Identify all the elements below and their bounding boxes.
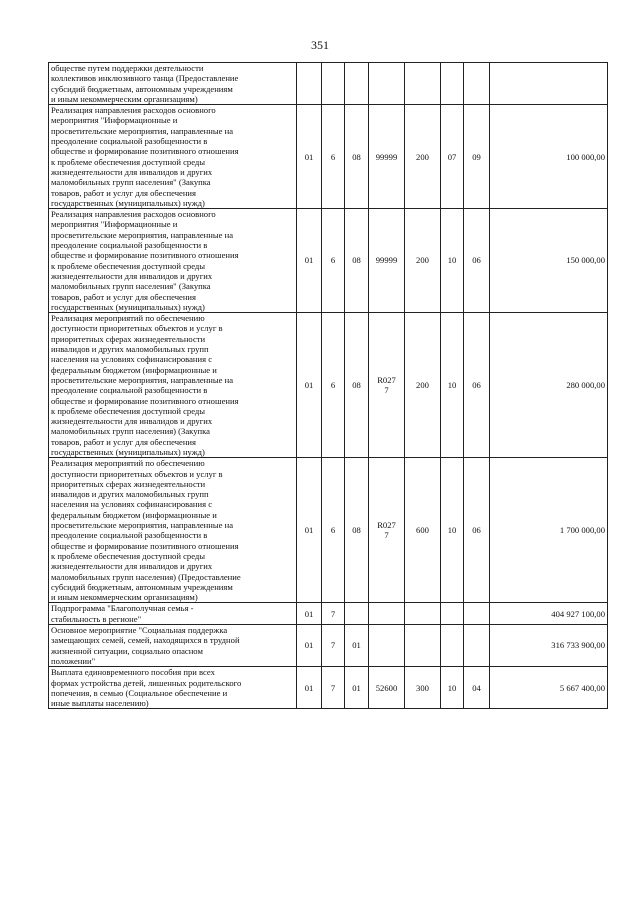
page-number: 351 [311,38,329,52]
direction-code: 99999 [369,209,405,313]
program-code [297,63,322,105]
table-row [49,105,608,209]
event-code: 08 [345,313,369,458]
row-description: Реализация мероприятий по обеспечению доступности приоритетных объектов и услуг в приоритетных сферах жизнедеятельности инвалидов и других маломобильных групп населения на условиях софинансирования с федеральным бюджетом (информационные и просветительские мероприятия, направленные на преодоление социальной разобщенности в обществе и формирование позитивного отношения к проблеме обеспечения доступной среды жизнедеятельности для инвалидов и других маломобильных групп населения) (Закупка товаров, работ и услуг для обеспечения государственных (муниципальных) нужд) [49,313,297,458]
section-code: 07 [441,105,464,209]
row-description: Реализация направления расходов основного мероприятия "Информационные и просветительские мероприятия, направленные на преодоление социальной разобщенности в обществе и формирование позитивного отношения к проблеме обеспечения доступной среды жизнедеятельности для инвалидов и других маломобильных групп населения" (Закупка товаров, работ и услуг для обеспечения государственных (муниципальных) нужд) [49,209,297,313]
subsection-code [464,603,490,625]
expense-type-code: 200 [405,313,441,458]
section-code: 10 [441,209,464,313]
row-amount: 404 927 100,00 [490,603,608,625]
event-code: 01 [345,625,369,667]
table-row [49,667,608,709]
subsection-code [464,625,490,667]
subsection-code [464,63,490,105]
section-code [441,63,464,105]
table-row [49,458,608,603]
direction-code: R027 7 [369,313,405,458]
expense-type-code: 200 [405,105,441,209]
subprogram-code: 6 [322,105,345,209]
program-code: 01 [297,209,322,313]
program-code: 01 [297,667,322,709]
subprogram-code [322,63,345,105]
subprogram-code: 7 [322,625,345,667]
table-row [49,63,608,105]
row-description: Подпрограмма "Благополучная семья - стабильность в регионе" [49,603,297,625]
row-description: Реализация мероприятий по обеспечению доступности приоритетных объектов и услуг в приоритетных сферах жизнедеятельности инвалидов и других маломобильных групп населения на условиях софинансирования с федеральным бюджетом (информационные и просветительские мероприятия, направленные на преодоление социальной разобщенности в обществе и формирование позитивного отношения к проблеме обеспечения доступной среды жизнедеятельности для инвалидов и других маломобильных групп населения) (Предоставление субсидий бюджетным, автономным учреждениям и иным некоммерческим организациям) [49,458,297,603]
expense-type-code: 200 [405,209,441,313]
row-amount [490,63,608,105]
subprogram-code: 7 [322,603,345,625]
subsection-code: 04 [464,667,490,709]
event-code [345,63,369,105]
subsection-code: 06 [464,458,490,603]
direction-code: R027 7 [369,458,405,603]
row-description: Выплата единовременного пособия при всех формах устройства детей, лишенных родительского попечения, в семью (Социальное обеспечение и иные выплаты населению) [49,667,297,709]
program-code: 01 [297,458,322,603]
program-code: 01 [297,105,322,209]
row-description: обществе путем поддержки деятельности коллективов инклюзивного танца (Предоставление субсидий бюджетным, автономным учреждениям и иным некоммерческим организациям) [49,63,297,105]
table-row [49,603,608,625]
direction-code: 52600 [369,667,405,709]
event-code: 08 [345,105,369,209]
expense-type-code: 300 [405,667,441,709]
row-amount: 150 000,00 [490,209,608,313]
program-code: 01 [297,603,322,625]
event-code [345,603,369,625]
program-code: 01 [297,313,322,458]
subsection-code: 06 [464,313,490,458]
direction-code [369,603,405,625]
subsection-code: 06 [464,209,490,313]
direction-code [369,63,405,105]
event-code: 08 [345,209,369,313]
table-row [49,313,608,458]
expense-type-code [405,625,441,667]
section-code [441,625,464,667]
subprogram-code: 6 [322,458,345,603]
event-code: 08 [345,458,369,603]
expense-type-code [405,603,441,625]
expense-type-code: 600 [405,458,441,603]
direction-code: 99999 [369,105,405,209]
direction-code [369,625,405,667]
subprogram-code: 6 [322,313,345,458]
section-code: 10 [441,313,464,458]
row-description: Основное мероприятие "Социальная поддержка замещающих семей, семей, находящихся в трудной жизненной ситуации, социально опасном положении" [49,625,297,667]
row-amount: 100 000,00 [490,105,608,209]
row-description: Реализация направления расходов основного мероприятия "Информационные и просветительские мероприятия, направленные на преодоление социальной разобщенности в обществе и формирование позитивного отношения к проблеме обеспечения доступной среды жизнедеятельности для инвалидов и других маломобильных групп населения" (Закупка товаров, работ и услуг для обеспечения государственных (муниципальных) нужд) [49,105,297,209]
table-body [49,63,608,709]
row-amount: 1 700 000,00 [490,458,608,603]
subsection-code: 09 [464,105,490,209]
event-code: 01 [345,667,369,709]
budget-table [48,62,608,709]
row-amount: 5 667 400,00 [490,667,608,709]
program-code: 01 [297,625,322,667]
section-code: 10 [441,667,464,709]
row-amount: 316 733 900,00 [490,625,608,667]
section-code [441,603,464,625]
subprogram-code: 7 [322,667,345,709]
table-row [49,625,608,667]
subprogram-code: 6 [322,209,345,313]
table-row [49,209,608,313]
row-amount: 280 000,00 [490,313,608,458]
expense-type-code [405,63,441,105]
section-code: 10 [441,458,464,603]
